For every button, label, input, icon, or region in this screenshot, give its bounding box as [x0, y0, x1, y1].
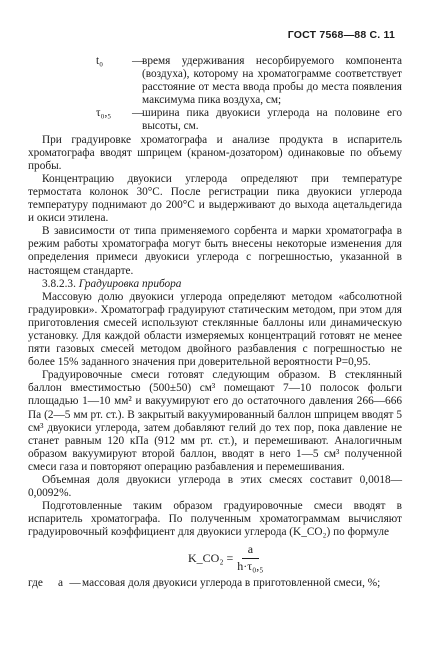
numerator: a: [242, 543, 259, 558]
where-text: массовая доля двуокиси углерода в приготовленной смеси, %;: [82, 576, 381, 589]
paragraph: Градуировочные смеси готовят следующим образом. В стеклянный баллон вместимостью (500±50) см³ помещают 7—10 полосок фольги площадью 1—10 мм² и вакуумируют его до остаточного давления 266—666 Па (2—5 мм рт. ст.). В закрытый вакуумированный баллон шприцем вводят 5 см³ двуокиси углерода, затем добавляют гелий до тех пор, пока давление не станет равным 120 кПа (912 мм рт. ст.), и перемешивают. Аналогичным образом вакуумируют второй баллон, вводят в него 1—5 см³ полученной смеси газа и повторяют операцию разбавления и перемешивания.: [28, 369, 402, 473]
symbol: τ₀,₅: [96, 107, 112, 120]
definition-t0: [96, 55, 402, 107]
formula: [188, 543, 402, 572]
dash: —: [132, 107, 144, 120]
where-lead: где: [28, 576, 43, 589]
denominator: h·τ₀,₅: [237, 558, 264, 573]
definition-text: ширина пика двуокиси углерода на половине его высоты, см.: [142, 107, 402, 133]
paragraph: Концентрацию двуокиси углерода определяют при температуре термостата колонок 30°С. После регистрации пика двуокиси углерода температуру поднимают до 200°С и выдерживают до выхода ацетальдегида и окиси этилена.: [28, 172, 402, 225]
definition-text: время удерживания несорбируемого компонента (воздуха), которому на хроматограмме соответствует расстояние от места ввода пробы до места появления максимума пика воздуха, см;: [142, 55, 402, 107]
document-body: [28, 55, 402, 590]
paragraph: В зависимости от типа применяемого сорбента и марки хроматографа в режим работы хроматографа могут быть внесены некоторые изменения для определения примеси двуокиси углерода с погрешностью, указанной в настоящем стандарте.: [28, 225, 402, 277]
paragraph: Объемная доля двуокиси углерода в этих смесях составит 0,0018—0,0092%.: [28, 474, 402, 500]
definition-tau: [96, 107, 402, 133]
symbol: a: [58, 576, 64, 589]
dash: —: [69, 576, 81, 589]
section-number: 3.8.2.3.: [42, 277, 76, 290]
where-clause: [28, 577, 402, 590]
formula-lhs: K_CO₂ =: [188, 550, 234, 565]
paragraph: При градуировке хроматографа и анализе продукта в испаритель хроматографа вводят шприцем (краном-дозатором) одинаковые по объему пробы.: [28, 133, 402, 172]
paragraph: Массовую долю двуокиси углерода определяют методом «абсолютной градуировки». Хроматограф градуируют статическим методом, при этом для приготовления смесей используют стеклянные баллоны или динамическую установку. Для каждой области измеряемых концентраций готовят не менее пяти газовых смесей методом двойного разбавления с погрешностью не более 15% заданного значения при доверительной вероятности P=0,95.: [28, 290, 402, 369]
fraction: [237, 543, 263, 572]
dash: —: [132, 55, 144, 67]
symbol: t₀: [96, 55, 104, 67]
section-heading: [28, 278, 402, 291]
paragraph: Подготовленные таким образом градуировочные смеси вводят в испаритель хроматографа. По полученным хроматограммам вычисляют градуировочный коэффициент для двуокиси углерода (K_CO₂) по формуле: [28, 500, 402, 539]
section-title: Градуировка прибора: [78, 277, 182, 290]
page-header: ГОСТ 7568—88 С. 11: [287, 29, 395, 41]
